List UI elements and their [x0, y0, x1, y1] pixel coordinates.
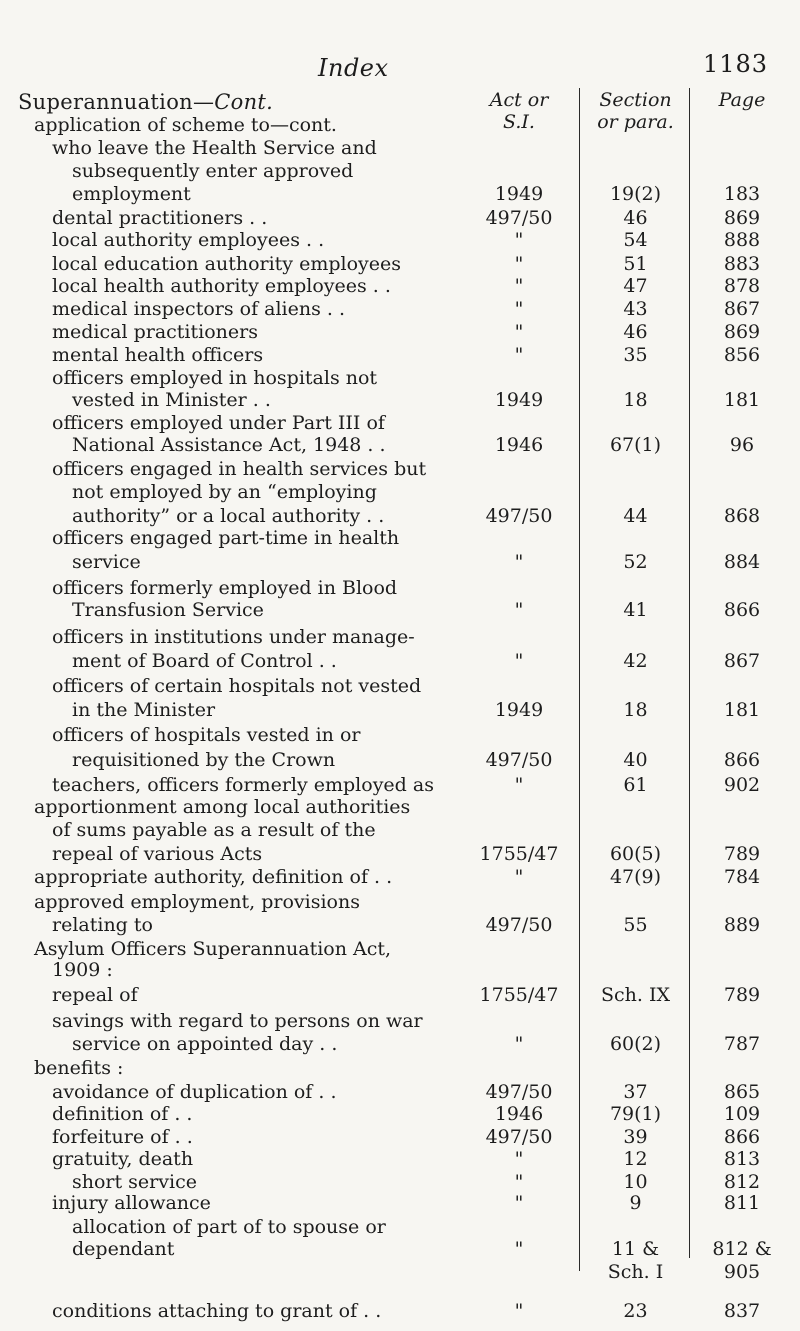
- entry-text: officers engaged in health services but: [52, 457, 427, 480]
- entry-text: application of scheme to—cont.: [34, 114, 337, 136]
- entry-text: dental practitioners . .: [52, 206, 268, 229]
- entry-text: vested in Minister . .: [72, 389, 271, 412]
- section-cell: 54: [623, 229, 648, 252]
- act-cell: ": [514, 321, 524, 344]
- act-cell: 1949: [494, 389, 544, 412]
- page-cell: 865: [723, 1080, 761, 1103]
- section-cell: 52: [623, 551, 648, 574]
- entry-text: relating to: [52, 914, 153, 937]
- page-cell: 867: [723, 649, 761, 672]
- entry-text: authority” or a local authority . .: [72, 504, 385, 527]
- act-cell: 1755/47: [479, 984, 559, 1007]
- entry-text: in the Minister: [72, 698, 216, 721]
- act-cell: 497/50: [485, 504, 553, 527]
- section-cell: 18: [623, 389, 648, 412]
- entry-text: savings with regard to persons on war: [52, 1009, 423, 1032]
- page-cell: 789: [723, 984, 761, 1007]
- section-cell: 47(9): [609, 866, 662, 889]
- section-cell: 60(5): [609, 842, 662, 865]
- act-cell: 1755/47: [479, 842, 559, 865]
- page-cell: 866: [723, 599, 761, 622]
- entry-text: Transfusion Service: [72, 599, 264, 622]
- entry-text: officers of certain hospitals not vested: [52, 675, 422, 698]
- page-cell: 889: [723, 914, 761, 937]
- page-cell: 866: [723, 749, 761, 772]
- entry-text: conditions attaching to grant of . .: [52, 1300, 382, 1322]
- index-heading: [18, 90, 273, 114]
- entry-text: officers employed in hospitals not: [52, 366, 378, 389]
- entry-text: mental health officers: [52, 343, 264, 366]
- entry-text: forfeiture of . .: [52, 1125, 193, 1148]
- act-cell: ": [514, 229, 524, 252]
- entry-text: local health authority employees . .: [52, 275, 391, 298]
- act-cell: 497/50: [485, 749, 553, 772]
- entry-text: officers of hospitals vested in or: [52, 723, 361, 746]
- section-cell: 61: [623, 773, 648, 796]
- column-head-page-label: Page: [718, 89, 766, 111]
- section-cell: 40: [623, 749, 648, 772]
- act-cell: ": [514, 1238, 524, 1261]
- act-cell: ": [514, 773, 524, 796]
- section-cell: 12: [623, 1148, 648, 1171]
- section-cell: 47: [623, 275, 648, 298]
- page-cell: 902: [723, 773, 761, 796]
- page-cell: 789: [723, 842, 761, 865]
- entry-text: apportionment among local authorities: [34, 795, 411, 818]
- page-cell: 787: [723, 1033, 761, 1055]
- entry-text: approved employment, provisions: [34, 890, 360, 913]
- section-cell: 67(1): [609, 434, 662, 457]
- act-cell: 497/50: [485, 1080, 553, 1103]
- entry-text: service: [72, 551, 141, 574]
- page-cell: 888: [723, 229, 761, 252]
- section-cell: 37: [623, 1080, 648, 1103]
- entry-text: avoidance of duplication of . .: [52, 1080, 337, 1103]
- page-cell: 866: [723, 1125, 761, 1148]
- page-cell: 856: [723, 343, 761, 366]
- page-cell: 837: [723, 1300, 761, 1322]
- entry-text: service on appointed day . .: [72, 1033, 338, 1055]
- section-cell: 60(2): [609, 1033, 662, 1055]
- section-cell: 35: [623, 343, 648, 366]
- entry-text: local authority employees . .: [52, 229, 325, 252]
- entry-text: medical practitioners: [52, 321, 258, 344]
- page-cell: 884: [723, 551, 761, 574]
- act-cell: 497/50: [485, 206, 553, 229]
- act-cell: ": [514, 1033, 524, 1055]
- act-cell: ": [514, 599, 524, 622]
- entry-text: officers in institutions under manage-: [52, 626, 415, 649]
- entry-text: officers engaged part-time in health: [52, 527, 400, 550]
- act-cell: ": [514, 649, 524, 672]
- act-cell: ": [514, 866, 524, 889]
- entry-text: short service: [72, 1170, 197, 1193]
- page-cell: 812 &: [712, 1238, 772, 1261]
- page-cell: 183: [723, 183, 761, 206]
- act-cell: 1949: [494, 698, 544, 721]
- act-cell: ": [514, 1148, 524, 1171]
- page-cell: 868: [723, 504, 761, 527]
- entry-text: officers employed under Part III of: [52, 411, 385, 434]
- page-cell: 181: [723, 389, 761, 412]
- entry-text: who leave the Health Service and: [52, 137, 377, 160]
- column-head-page: [692, 89, 792, 111]
- section-cell: 46: [623, 321, 648, 344]
- act-cell: ": [514, 275, 524, 298]
- act-cell: ": [514, 297, 524, 320]
- column-head-section: [583, 89, 688, 133]
- entry-text: dependant: [72, 1238, 175, 1261]
- entry-text: not employed by an “employing: [72, 481, 377, 504]
- page-cell: 96: [729, 434, 755, 457]
- entry-text: benefits :: [34, 1057, 124, 1080]
- act-cell: 497/50: [485, 1125, 553, 1148]
- entry-text: subsequently enter approved: [72, 159, 354, 182]
- section-cell: 42: [623, 649, 648, 672]
- entry-text: ment of Board of Control . .: [72, 649, 337, 672]
- section-cell: 23: [623, 1300, 648, 1322]
- act-cell: ": [514, 1192, 524, 1215]
- page-cell: 181: [723, 698, 761, 721]
- section-cell: 41: [623, 599, 648, 622]
- page-cell: 813: [723, 1148, 761, 1171]
- entry-text: repeal of various Acts: [52, 842, 263, 865]
- entry-text: allocation of part of to spouse or: [72, 1215, 386, 1238]
- page-number: 1183: [703, 50, 769, 78]
- page-cell: 869: [723, 206, 761, 229]
- section-cell: 10: [623, 1170, 648, 1193]
- act-cell: ": [514, 1300, 524, 1322]
- section-cell: 39: [623, 1125, 648, 1148]
- entry-text: injury allowance: [52, 1192, 211, 1215]
- section-cell: 44: [623, 504, 648, 527]
- entry-text: 1909 :: [52, 959, 113, 981]
- column-rule-left: [579, 88, 580, 1271]
- entry-text: requisitioned by the Crown: [72, 749, 336, 772]
- page-cell: 109: [723, 1103, 761, 1126]
- act-cell: ": [514, 1170, 524, 1193]
- section-cell: 79(1): [609, 1103, 662, 1126]
- entry-text: medical inspectors of aliens . .: [52, 297, 346, 320]
- section-cell: 9: [629, 1192, 642, 1215]
- section-cell: 43: [623, 297, 648, 320]
- page-cell: 811: [723, 1192, 761, 1215]
- entry-text: local education authority employees: [52, 252, 401, 275]
- running-title: Index: [318, 54, 389, 82]
- entry-text: of sums payable as a result of the: [52, 819, 376, 842]
- section-cell: 18: [623, 698, 648, 721]
- column-head-section-line2: or para.: [597, 111, 674, 133]
- section-cell: 46: [623, 206, 648, 229]
- entry-text: employment: [72, 183, 191, 206]
- column-rule-right: [689, 88, 690, 1258]
- page-cell: 883: [723, 252, 761, 275]
- entry-text: repeal of: [52, 984, 138, 1007]
- section-cell: 55: [623, 914, 648, 937]
- entry-text: gratuity, death: [52, 1148, 194, 1171]
- page-cell: 878: [723, 275, 761, 298]
- page-cell: 867: [723, 297, 761, 320]
- page-cell: 784: [723, 866, 761, 889]
- entry-text: appropriate authority, definition of . .: [34, 866, 393, 889]
- page-cell: 905: [723, 1260, 761, 1283]
- act-cell: 1949: [494, 183, 544, 206]
- section-cell: 19(2): [609, 183, 662, 206]
- column-head-section-line1: Section: [599, 89, 672, 111]
- section-cell: Sch. I: [607, 1260, 664, 1283]
- section-cell: 11 &: [611, 1238, 660, 1261]
- entry-text: teachers, officers formerly employed as: [52, 773, 434, 796]
- heading-main: Superannuation—: [18, 90, 215, 114]
- entry-text: Asylum Officers Superannuation Act,: [34, 938, 392, 961]
- section-cell: 51: [623, 252, 648, 275]
- page-cell: 869: [723, 321, 761, 344]
- act-cell: ": [514, 551, 524, 574]
- column-head-act-line2: S.I.: [503, 111, 535, 133]
- section-cell: Sch. IX: [600, 984, 670, 1007]
- entry-text: definition of . .: [52, 1103, 193, 1126]
- heading-cont: Cont.: [214, 90, 274, 114]
- entry-text: National Assistance Act, 1948 . .: [72, 434, 386, 457]
- column-head-act-line1: Act or: [489, 89, 549, 111]
- act-cell: 497/50: [485, 914, 553, 937]
- act-cell: 1946: [494, 434, 544, 457]
- column-head-act: [462, 89, 576, 133]
- entry-text: officers formerly employed in Blood: [52, 576, 398, 599]
- act-cell: 1946: [494, 1103, 544, 1126]
- act-cell: ": [514, 343, 524, 366]
- page-cell: 812: [723, 1170, 761, 1193]
- act-cell: ": [514, 252, 524, 275]
